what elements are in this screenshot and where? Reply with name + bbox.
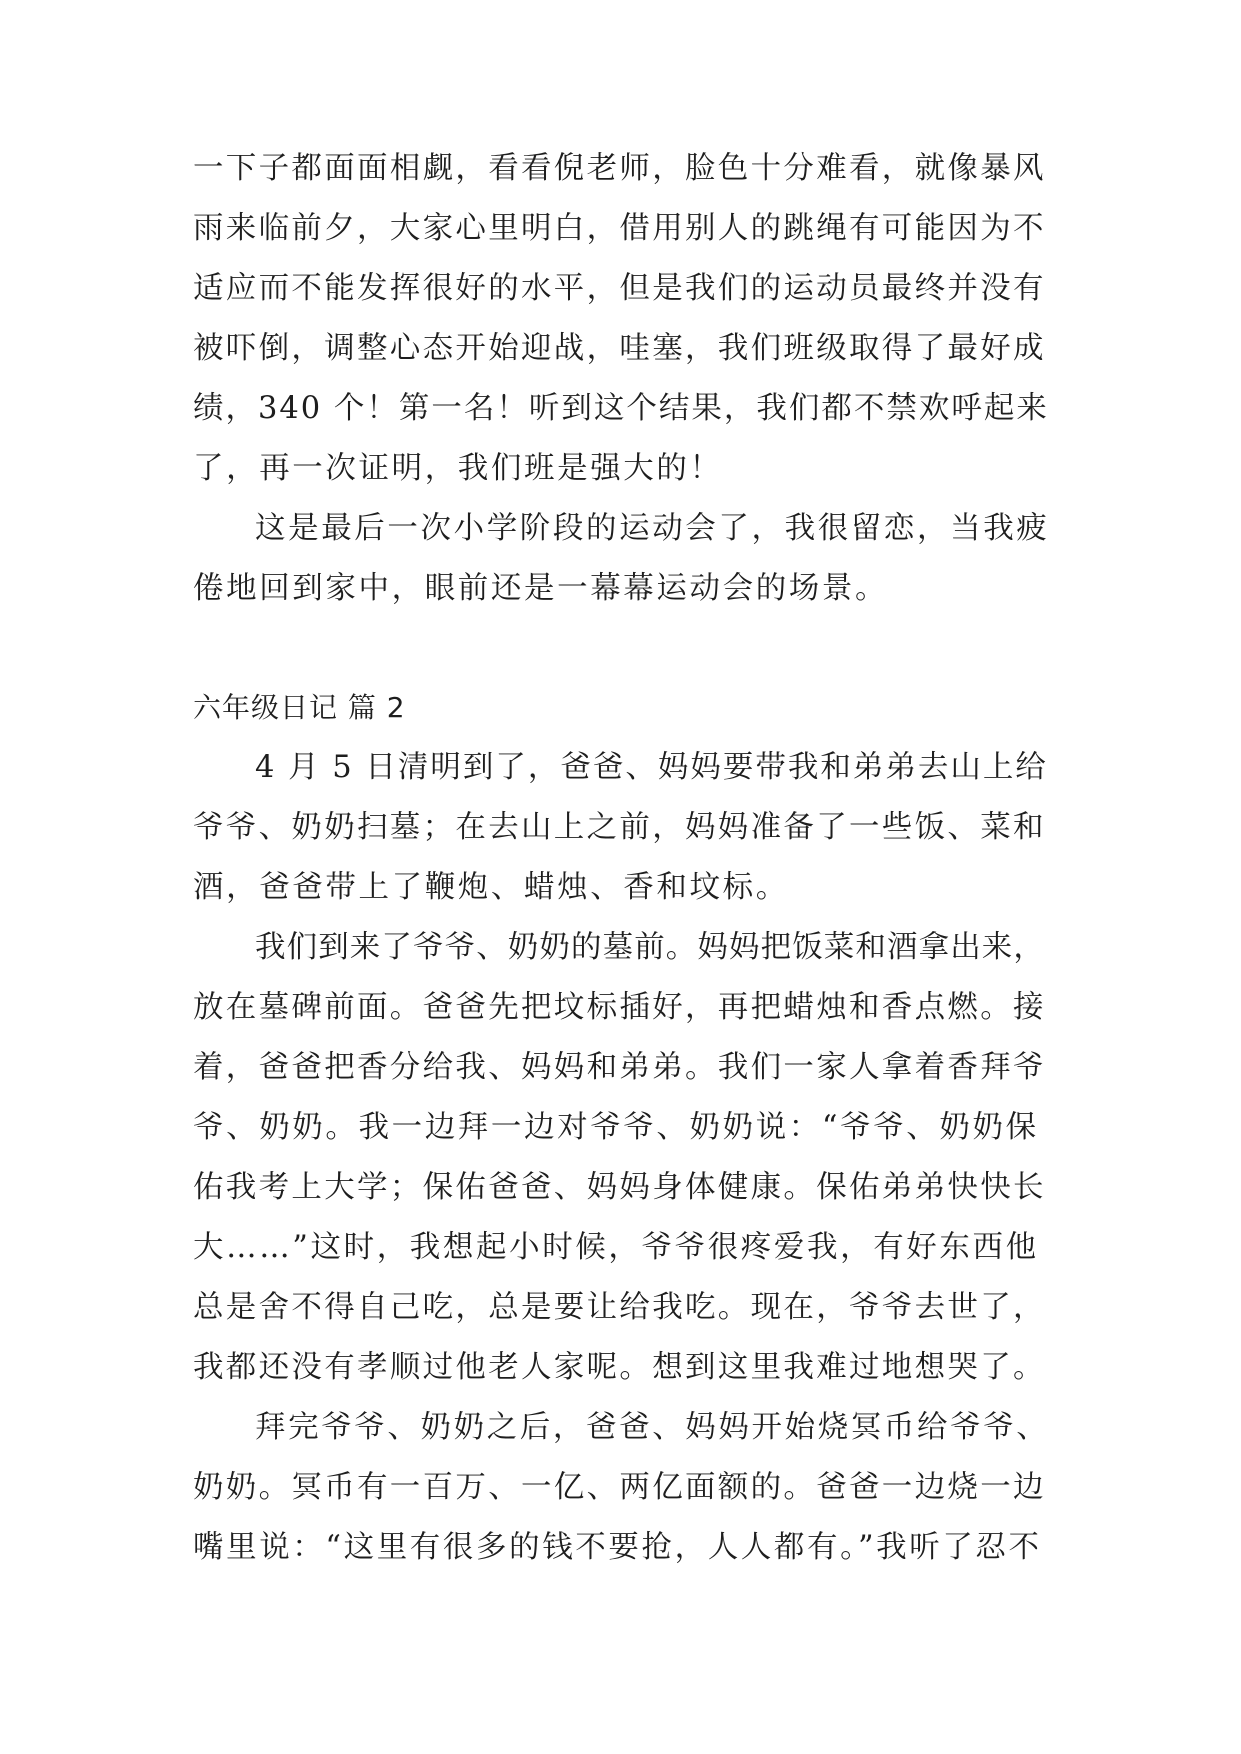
paragraph-line: 倦地回到家中，眼前还是一幕幕运动会的场景。 <box>193 571 889 606</box>
paragraph-line: 绩，340 个！第一名！听到这个结果，我们都不禁欢呼起来 <box>193 391 1049 426</box>
paragraph-line: 爷爷、奶奶扫墓；在去山上之前，妈妈准备了一些饭、菜和 <box>193 810 1046 845</box>
paragraph-line: 酒，爸爸带上了鞭炮、蜡烛、香和坟标。 <box>193 870 789 905</box>
paragraph-line: 适应而不能发挥很好的水平，但是我们的运动员最终并没有 <box>193 271 1046 306</box>
paragraph-line: 雨来临前夕，大家心里明白，借用别人的跳绳有可能因为不 <box>193 211 1046 246</box>
paragraph-line: 奶奶。冥币有一百万、一亿、两亿面额的。爸爸一边烧一边 <box>193 1470 1046 1505</box>
paragraph-line: 我们到来了爷爷、奶奶的墓前。妈妈把饭菜和酒拿出来， <box>255 930 1045 965</box>
paragraph-line: 被吓倒，调整心态开始迎战，哇塞，我们班级取得了最好成 <box>193 331 1046 366</box>
paragraph-line: 拜完爷爷、奶奶之后，爸爸、妈妈开始烧冥币给爷爷、 <box>255 1410 1050 1445</box>
paragraph-line: 我都还没有孝顺过他老人家呢。想到这里我难过地想哭了。 <box>193 1350 1046 1385</box>
paragraph-line: 了，再一次证明，我们班是强大的！ <box>193 451 723 486</box>
paragraph-line: 这是最后一次小学阶段的运动会了，我很留恋，当我疲 <box>255 511 1050 546</box>
paragraph-line: 4 月 5 日清明到了，爸爸、妈妈要带我和弟弟去山上给 <box>255 750 1048 785</box>
paragraph-line: 佑我考上大学；保佑爸爸、妈妈身体健康。保佑弟弟快快长 <box>193 1170 1046 1205</box>
paragraph-line: 大……”这时，我想起小时候，爷爷很疼爱我，有好东西他 <box>193 1230 1039 1265</box>
paragraph-line: 放在墓碑前面。爸爸先把坟标插好，再把蜡烛和香点燃。接 <box>193 990 1046 1025</box>
paragraph-line: 一下子都面面相觑，看看倪老师，脸色十分难看，就像暴风 <box>193 151 1046 186</box>
paragraph-line: 爷、奶奶。我一边拜一边对爷爷、奶奶说：“爷爷、奶奶保 <box>193 1110 1039 1145</box>
section-heading: 六年级日记 篇 2 <box>193 691 406 724</box>
paragraph-line: 总是舍不得自己吃，总是要让给我吃。现在，爷爷去世了， <box>193 1290 1046 1325</box>
paragraph-line: 嘴里说：“这里有很多的钱不要抢，人人都有。”我听了忍不 <box>193 1530 1042 1565</box>
paragraph-line: 着，爸爸把香分给我、妈妈和弟弟。我们一家人拿着香拜爷 <box>193 1050 1046 1085</box>
